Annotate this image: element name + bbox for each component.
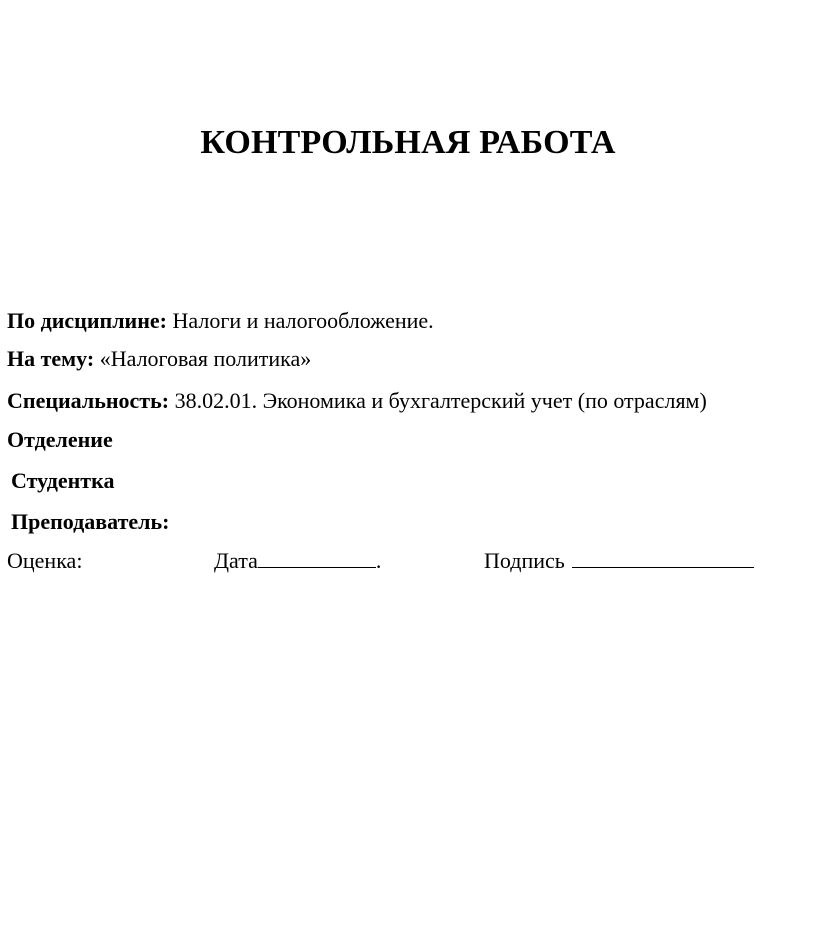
student-label: Студентка <box>11 468 115 493</box>
discipline-label: По дисциплине: <box>7 308 167 333</box>
department-line <box>7 426 113 454</box>
department-label: Отделение <box>7 427 113 452</box>
discipline-value: Налоги и налогообложение. <box>167 308 434 333</box>
specialty-value: 38.02.01. Экономика и бухгалтерский учет (по отраслям) <box>169 388 707 413</box>
topic-line <box>7 345 311 373</box>
teacher-line <box>11 508 169 536</box>
topic-value: «Налоговая политика» <box>94 346 312 371</box>
student-line <box>11 467 114 495</box>
date-field <box>214 547 381 575</box>
page-title: КОНТРОЛЬНАЯ РАБОТА <box>200 124 616 161</box>
date-blank-line <box>258 547 376 568</box>
date-label: Дата <box>214 548 258 573</box>
signature-field <box>484 547 754 575</box>
signature-label: Подпись <box>484 548 565 573</box>
specialty-label: Специальность: <box>7 388 170 413</box>
discipline-line <box>7 307 434 335</box>
specialty-line <box>7 387 707 415</box>
grade-label: Оценка: <box>7 548 83 573</box>
topic-label: На тему: <box>7 346 95 371</box>
date-suffix: . <box>375 548 382 573</box>
grade-field <box>7 547 82 575</box>
signature-blank-line <box>572 547 754 568</box>
teacher-label: Преподаватель: <box>11 509 170 534</box>
